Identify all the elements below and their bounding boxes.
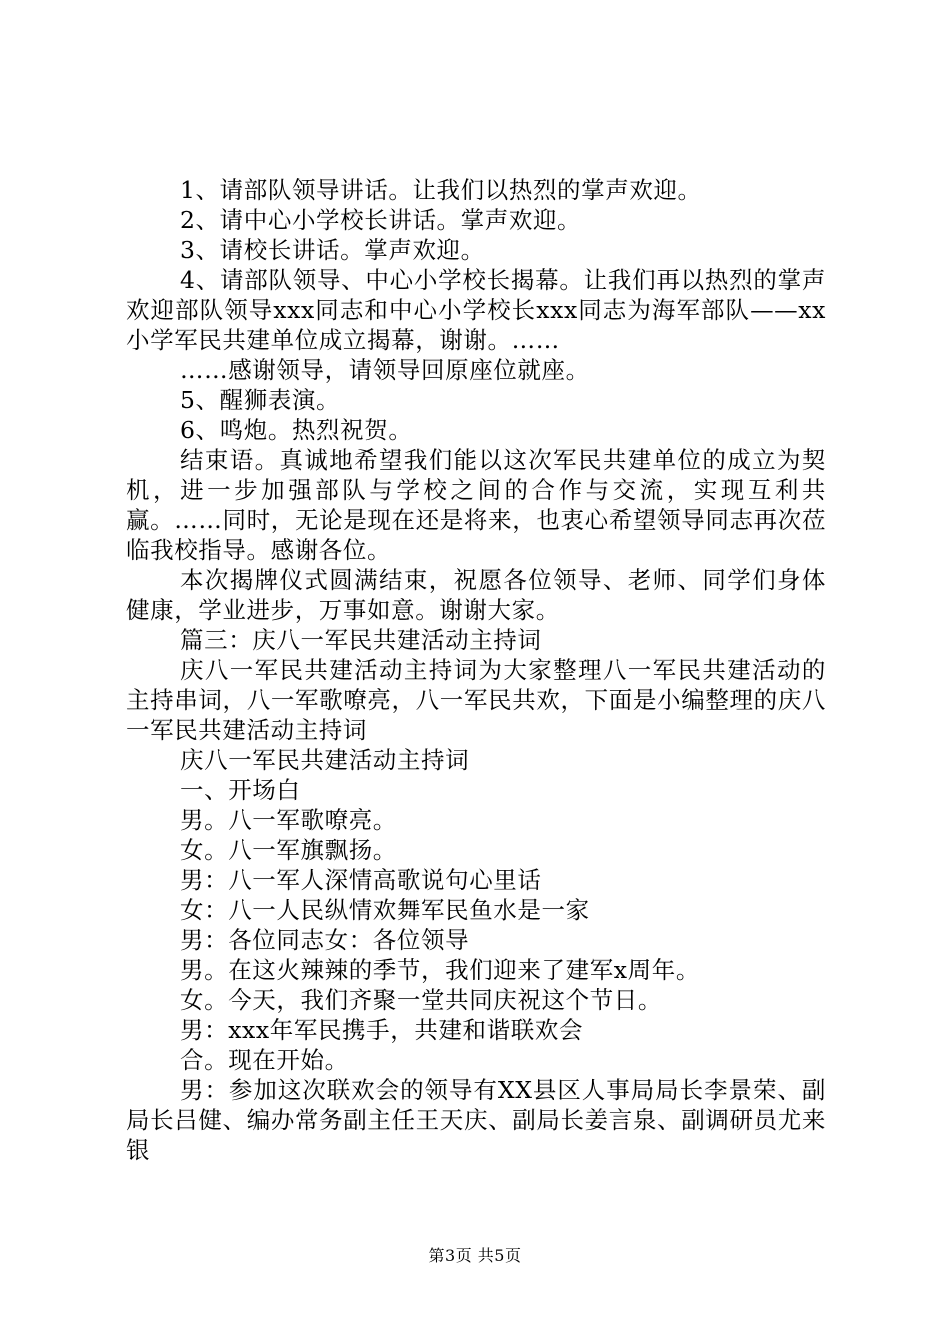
paragraph-4: 4、请部队领导、中心小学校长揭幕。让我们再以热烈的掌声欢迎部队领导xxx同志和中心小学校长xxx同志为海军部队——xx小学军民共建单位成立揭幕，谢谢。…… [126,266,826,354]
paragraph-3: 3、请校长讲话。掌声欢迎。 [180,236,485,264]
paragraph-20: 女。今天，我们齐聚一堂共同庆祝这个节日。 [180,986,662,1014]
document-body [126,175,826,1165]
paragraph-19: 男。在这火辣辣的季节，我们迎来了建军x周年。 [180,956,700,984]
paragraph-16: 男：八一军人深情高歌说句心里话 [180,866,542,894]
paragraph-11: 庆八一军民共建活动主持词为大家整理八一军民共建活动的主持串词，八一军歌嘹亮，八一军民共欢，下面是小编整理的庆八一军民共建活动主持词 [126,656,826,744]
paragraph-1: 1、请部队领导讲话。让我们以热烈的掌声欢迎。 [180,176,702,204]
paragraph-7: 6、鸣炮。热烈祝贺。 [180,416,413,444]
paragraph-8: 结束语。真诚地希望我们能以这次军民共建单位的成立为契机，进一步加强部队与学校之间的合作与交流，实现互利共赢。……同时，无论是现在还是将来，也衷心希望领导同志再次莅临我校指导。感谢各位。 [126,446,826,564]
paragraph-22: 合。现在开始。 [180,1046,349,1074]
paragraph-17: 女：八一人民纵情欢舞军民鱼水是一家 [180,896,590,924]
page-number: 第3页 共5页 [428,1246,522,1265]
page-footer [0,1246,950,1266]
paragraph-5: ……感谢领导，请领导回原座位就座。 [180,356,590,384]
paragraph-21: 男：xxx年军民携手，共建和谐联欢会 [180,1016,584,1044]
paragraph-23: 男：参加这次联欢会的领导有XX县区人事局局长李景荣、副局长吕健、编办常务副主任王天庆、副局长姜言泉、副调研员尤来银 [126,1076,826,1164]
paragraph-9: 本次揭牌仪式圆满结束，祝愿各位领导、老师、同学们身体健康，学业进步，万事如意。谢谢大家。 [126,566,826,624]
paragraph-14: 男。八一军歌嘹亮。 [180,806,397,834]
sub-title: 庆八一军民共建活动主持词 [180,746,470,774]
section-heading: 篇三：庆八一军民共建活动主持词 [180,626,542,654]
paragraph-6: 5、醒狮表演。 [180,386,341,414]
paragraph-2: 2、请中心小学校长讲话。掌声欢迎。 [180,206,582,234]
paragraph-15: 女。八一军旗飘扬。 [180,836,397,864]
paragraph-13: 一、开场白 [180,776,301,804]
paragraph-18: 男：各位同志女：各位领导 [180,926,470,954]
